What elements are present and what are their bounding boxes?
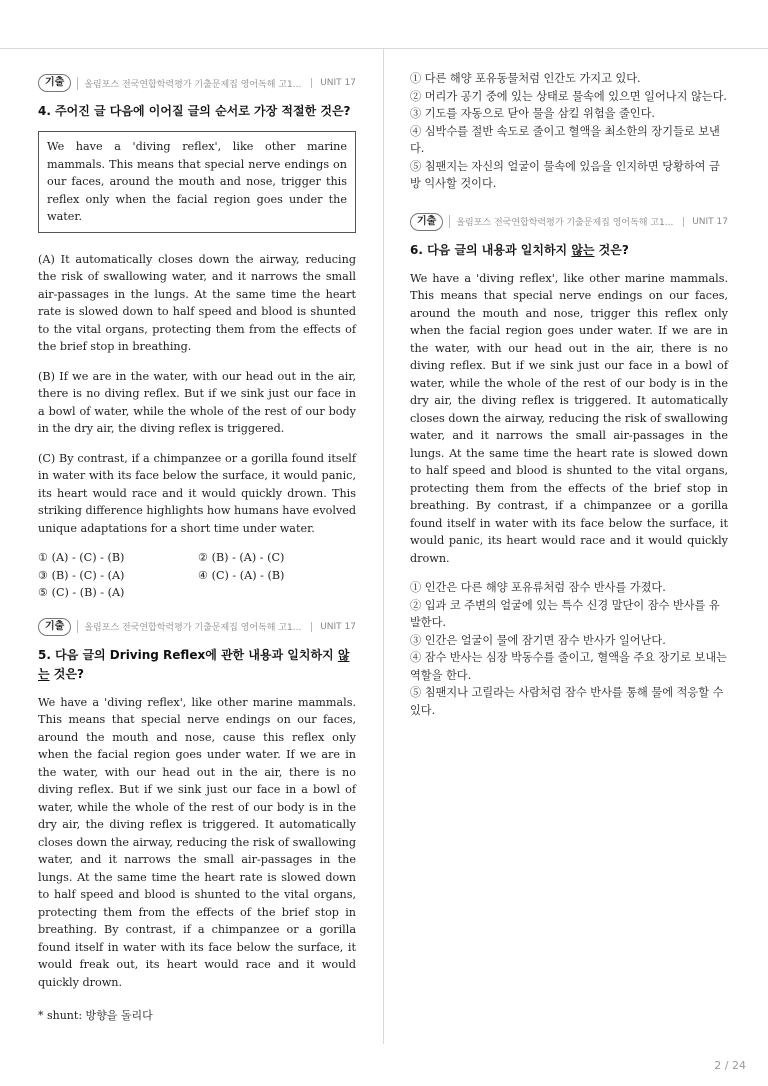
choice-5[interactable]: ⑤ 침팬지나 고릴라는 사람처럼 잠수 반사를 통해 물에 적응할 수 있다. bbox=[410, 686, 724, 717]
choice-5[interactable]: ⑤ 침팬지는 자신의 얼굴이 물속에 있음을 인지하면 당황하여 금방 익사할 것이다. bbox=[410, 159, 720, 190]
source-badge: 기출 bbox=[38, 618, 71, 636]
left-column bbox=[38, 72, 356, 1038]
question-title: 4. 주어진 글 다음에 이어질 글의 순서로 가장 적절한 것은? bbox=[38, 104, 351, 118]
choice-1[interactable]: ① 인간은 다른 해양 포유류처럼 잠수 반사를 가졌다. bbox=[410, 581, 666, 594]
page-number: 2 / 24 bbox=[714, 1059, 746, 1072]
paragraph-a: (A) It automatically closes down the airway, reducing the risk of swallowing water, and it narrows the small air-passages in the lungs. At the same time the heart rate is slowed down to half speed and blood is shunted to the vital organs, protecting them from the effects of the brief stop in breathing. bbox=[38, 252, 356, 353]
source-badge: 기출 bbox=[38, 74, 71, 92]
title-text-end: 것은? bbox=[49, 666, 84, 681]
passage: We have a 'diving reflex', like other marine mammals. This means that special nerve endings on our faces, around the mouth and nose, cause this reflex only when the facial region goes under water. If we are in the water, with our head out in the air, there is no diving reflex. But if we sink just our face in a bowl of water, while the whole of the rest of our body is in the dry air, the diving reflex is triggered. It automatically closes down the airway, reducing the risk of swallowing water, and it narrows the small air-passages in the lungs. At the same time the heart rate is slowed down to half speed and blood is shunted to the vital organs, protecting them from the effects of the brief stop in breathing. By contrast, if a chimpanzee or a gorilla found itself in water with its face below the surface, it would freak out, its heart would race and it would quickly drown. bbox=[38, 695, 356, 989]
column-divider bbox=[383, 49, 384, 1044]
title-text: 6. 다음 글의 내용과 일치하지 bbox=[410, 242, 572, 257]
question-5 bbox=[38, 616, 356, 1025]
top-divider bbox=[0, 48, 768, 49]
choice-4[interactable]: ④ 잠수 반사는 심장 박동수를 줄이고, 혈액을 주요 장기로 보내는 역할을 한다. bbox=[410, 651, 727, 682]
title-text-end: 것은? bbox=[594, 242, 629, 257]
question-5-choices bbox=[410, 70, 728, 193]
question-tagline bbox=[410, 211, 728, 233]
title-underlined: 않는 bbox=[571, 242, 595, 257]
question-title bbox=[410, 241, 728, 260]
choice-3[interactable]: ③ 기도를 자동으로 닫아 물을 삼킬 위험을 줄인다. bbox=[410, 107, 655, 120]
unit-label: UNIT 17 bbox=[311, 78, 356, 88]
source-badge: 기출 bbox=[410, 213, 443, 231]
choice-1[interactable]: ① 다른 해양 포유동물처럼 인간도 가지고 있다. bbox=[410, 72, 641, 85]
answer-choices bbox=[410, 579, 728, 719]
choice-2[interactable]: ② 입과 코 주변의 얼굴에 있는 특수 신경 말단이 잠수 반사를 유발한다. bbox=[410, 598, 720, 629]
title-underlined: 않는 bbox=[38, 647, 350, 681]
answer-choices bbox=[38, 549, 356, 602]
passage: We have a 'diving reflex', like other marine mammals. This means that special nerve endings on our faces, around the mouth and nose, trigger this reflex only when the facial region goes under water. If we are in the water, with our head out in the air, there is no diving reflex. But if we sink just our face in a bowl of water, while the whole of the rest of our body is in the dry air, the diving reflex is triggered. It automatically closes down the airway, reducing the risk of swallowing water, and it narrows the small air-passages in the lungs. At the same time the heart rate is slowed down to half speed and blood is shunted to the vital organs, protecting them from the effects of the brief stop in breathing. By contrast, if a chimpanzee or a gorilla found itself in water with its face below the surface, it would panic, its heart would race and it would quickly drown. bbox=[410, 271, 728, 565]
footnote: * shunt: 방향을 돌리다 bbox=[38, 1009, 153, 1022]
paragraph-b: (B) If we are in the water, with our head out in the air, there is no diving reflex. But if we sink just our face in a bowl of water, while the whole of the rest of our body in the dry air, the diving reflex is triggered. bbox=[38, 369, 356, 435]
choice-2[interactable]: ② (B) - (A) - (C) bbox=[198, 551, 285, 564]
choice-4[interactable]: ④ 심박수를 절반 속도로 줄이고 혈액을 최소한의 장기들로 보낸다. bbox=[410, 124, 720, 155]
paragraph-c: (C) By contrast, if a chimpanzee or a gorilla found itself in water with its face below the surface, it would panic, its heart would race and it would quickly drown. This striking difference highlights how humans have evolved unique adaptations for a short time under water. bbox=[38, 451, 356, 535]
question-tagline bbox=[38, 616, 356, 638]
title-text: 5. 다음 글의 Driving Reflex에 관한 내용과 일치하지 bbox=[38, 647, 338, 662]
source-text: 올림포스 전국연합학력평가 기출문제집 영어독해 고1... bbox=[77, 620, 264, 633]
choice-1[interactable]: ① (A) - (C) - (B) bbox=[38, 551, 125, 564]
choice-5[interactable]: ⑤ (C) - (B) - (A) bbox=[38, 586, 125, 599]
choice-3[interactable]: ③ 인간은 얼굴이 물에 잠기면 잠수 반사가 일어난다. bbox=[410, 633, 666, 647]
unit-label: UNIT 17 bbox=[311, 622, 356, 632]
choice-2[interactable]: ② 머리가 공기 중에 있는 상태로 물속에 있으면 일어나지 않는다. bbox=[410, 89, 727, 103]
question-title bbox=[38, 646, 356, 684]
question-6 bbox=[410, 211, 728, 720]
source-text: 올림포스 전국연합학력평가 기출문제집 영어독해 고1... bbox=[77, 77, 264, 90]
choice-4[interactable]: ④ (C) - (A) - (B) bbox=[198, 568, 285, 582]
right-column bbox=[410, 72, 728, 733]
given-passage-box: We have a 'diving reflex', like other marine mammals. This means that special nerve endings on our faces, around the mouth and nose, trigger this reflex only when the facial region goes under the water. bbox=[38, 131, 356, 233]
source-text: 올림포스 전국연합학력평가 기출문제집 영어독해 고1... bbox=[449, 215, 636, 228]
unit-label: UNIT 17 bbox=[683, 217, 728, 227]
question-tagline bbox=[38, 72, 356, 94]
choice-3[interactable]: ③ (B) - (C) - (A) bbox=[38, 568, 125, 582]
question-4 bbox=[38, 72, 356, 602]
